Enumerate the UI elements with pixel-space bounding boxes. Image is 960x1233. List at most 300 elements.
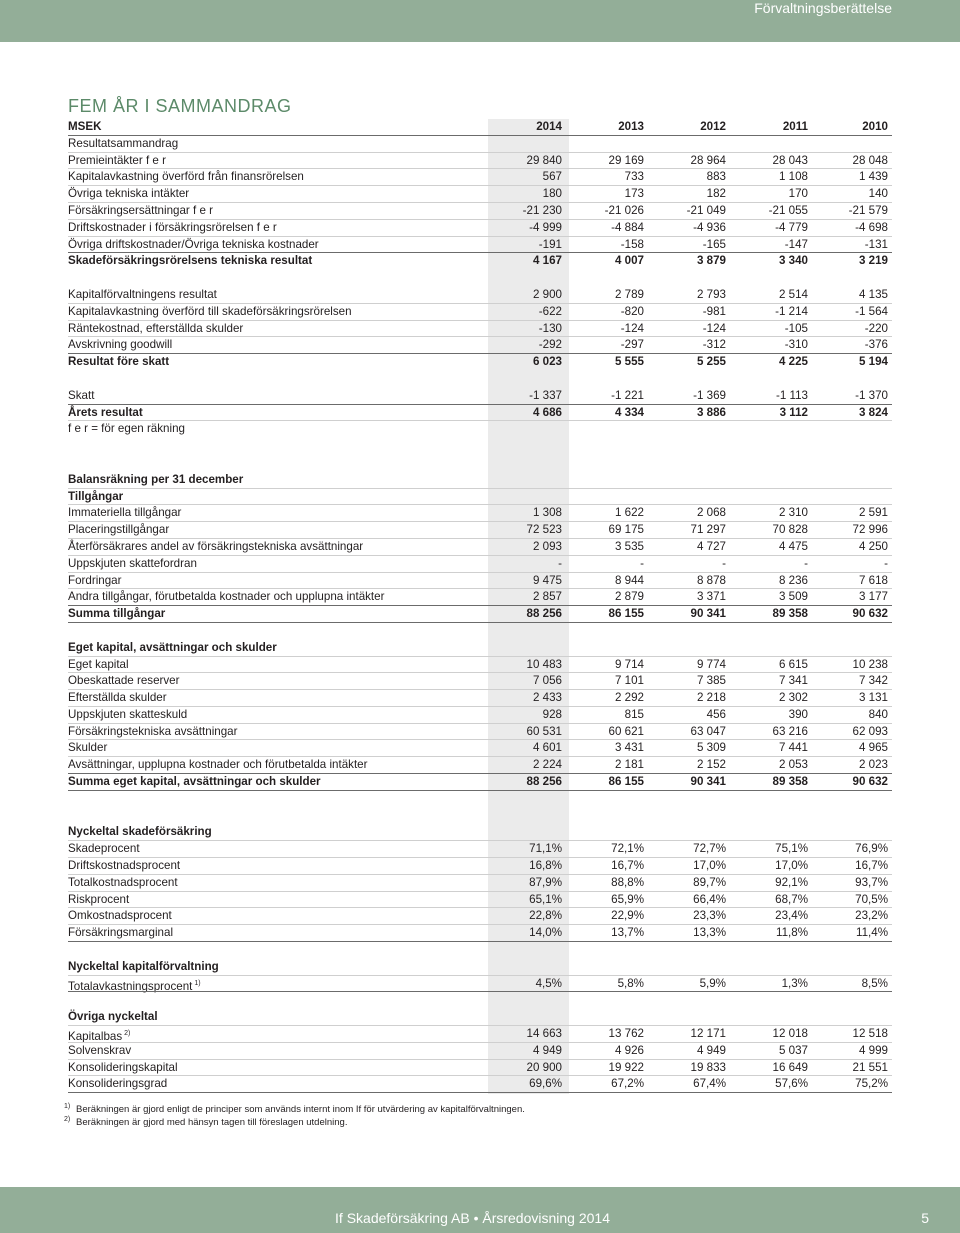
value-cell: 4 475 [778, 539, 808, 553]
value-cell: 4 926 [614, 1043, 644, 1057]
value-cell: -130 [538, 321, 562, 335]
value-cell: 90 632 [852, 775, 888, 789]
row-label-text: Försäkringstekniska avsättningar [68, 724, 238, 738]
value-cell: 170 [788, 187, 808, 201]
table-row [68, 253, 892, 270]
table-row [68, 186, 892, 203]
row-label [68, 690, 167, 707]
table-row [68, 388, 892, 405]
value-cell: 567 [542, 170, 562, 184]
value-cell: -131 [864, 237, 888, 251]
row-label [68, 522, 169, 539]
value-cell: -1 369 [693, 388, 726, 402]
value-cell: 13,7% [611, 926, 644, 940]
row-label-text: Försäkringsmarginal [68, 926, 174, 940]
value-cell: 69 175 [608, 523, 644, 537]
table-row [68, 556, 892, 573]
value-cell: 90 341 [690, 607, 726, 621]
table-row [68, 908, 892, 925]
table-row [68, 640, 892, 657]
row-label [68, 875, 178, 892]
row-label [68, 321, 243, 338]
value-cell: 69,6% [529, 1077, 562, 1091]
row-label-text: Solvenskrav [68, 1043, 132, 1057]
table-row [68, 976, 892, 993]
value-cell: 3 886 [696, 405, 726, 419]
value-cell: 92,1% [775, 875, 808, 889]
value-cell: 66,4% [693, 892, 726, 906]
value-cell: 17,0% [775, 859, 808, 873]
footnote-text: Beräkningen är gjord med hänsyn tagen till föreslagen utdelning. [76, 1117, 348, 1128]
row-label [68, 253, 312, 270]
value-cell: 4,5% [535, 976, 562, 990]
value-cell: - [558, 556, 562, 570]
value-cell: -4 698 [855, 220, 888, 234]
row-label-text: Uppskjuten skattefordran [68, 556, 197, 570]
table-row [68, 489, 892, 506]
value-cell: 60 531 [526, 724, 562, 738]
year-header: 2014 [536, 120, 562, 133]
row-label [68, 169, 304, 186]
table-spacer [68, 942, 892, 959]
value-cell: 4 225 [778, 355, 808, 369]
value-cell: -21 579 [848, 203, 888, 217]
value-cell: 22,8% [529, 909, 562, 923]
row-label-text: Balansräkning per 31 december [68, 472, 244, 486]
value-cell: -21 026 [604, 203, 644, 217]
table-spacer [68, 371, 892, 388]
value-cell: 75,2% [855, 1077, 888, 1091]
value-cell: -297 [620, 338, 644, 352]
value-cell: -21 055 [768, 203, 808, 217]
value-cell: 5 037 [778, 1043, 808, 1057]
page-number: 5 [921, 1210, 929, 1226]
value-cell: 3 177 [858, 590, 888, 604]
table-row [68, 472, 892, 489]
value-cell: 12 518 [852, 1027, 888, 1041]
value-cell: 4 686 [532, 405, 562, 419]
value-cell: 12 018 [772, 1027, 808, 1041]
row-label [68, 657, 129, 674]
row-label-text: Räntekostnad, efterställda skulder [68, 321, 244, 335]
value-cell: 10 483 [526, 657, 562, 671]
value-cell: 12 171 [690, 1027, 726, 1041]
value-cell: 4 135 [858, 287, 888, 301]
table-row [68, 858, 892, 875]
value-cell: 7 056 [532, 674, 562, 688]
row-label [68, 153, 166, 170]
year-header: 2013 [618, 120, 644, 133]
value-cell: -310 [784, 338, 808, 352]
row-label-text: Riskprocent [68, 892, 130, 906]
value-cell: 67,2% [611, 1077, 644, 1091]
value-cell: 28 048 [852, 153, 888, 167]
value-cell: 5 194 [858, 355, 888, 369]
table-row [68, 573, 892, 590]
table-row [68, 707, 892, 724]
row-label-text: Avskrivning goodwill [68, 338, 173, 352]
row-label-text: Fordringar [68, 573, 122, 587]
value-cell: 16,7% [855, 859, 888, 873]
year-header: 2011 [782, 120, 808, 133]
value-cell: 63 047 [690, 724, 726, 738]
row-label-text: Skatt [68, 388, 95, 402]
table-row [68, 153, 892, 170]
table-header-row [68, 119, 892, 136]
page-title: FEM ÅR I SAMMANDRAG [68, 96, 292, 116]
value-cell: 86 155 [608, 607, 644, 621]
row-label [68, 1009, 158, 1026]
value-cell: 10 238 [852, 657, 888, 671]
value-cell: 23,4% [775, 909, 808, 923]
footnote-reference: 1) [194, 979, 201, 987]
value-cell: -4 884 [611, 220, 644, 234]
value-cell: 733 [624, 170, 644, 184]
value-cell: 29 169 [608, 153, 644, 167]
row-label-text: Återförsäkrares andel av försäkringstekniska avsättningar [68, 539, 364, 553]
row-label-text: Konsolideringskapital [68, 1060, 178, 1074]
row-label [68, 606, 165, 623]
value-cell: 2 053 [778, 758, 808, 772]
value-cell: -124 [702, 321, 726, 335]
value-cell: 11,8% [775, 926, 808, 940]
table-row [68, 1009, 892, 1026]
value-cell: 2 023 [858, 758, 888, 772]
row-label [68, 740, 107, 757]
value-cell: 1 308 [532, 506, 562, 520]
row-label-text: Nyckeltal skadeförsäkring [68, 825, 212, 839]
row-label [68, 539, 363, 556]
value-cell: 182 [706, 187, 726, 201]
row-label-text: Eget kapital, avsättningar och skulder [68, 640, 277, 654]
row-label [68, 1060, 178, 1077]
row-label-text: Årets resultat [68, 405, 143, 419]
footnote-mark: 1) [64, 1103, 71, 1110]
value-cell: 1 622 [614, 506, 644, 520]
value-cell: -220 [864, 321, 888, 335]
table-row [68, 724, 892, 741]
table-row [68, 321, 892, 338]
table-row [68, 606, 892, 623]
value-cell: 2 093 [532, 539, 562, 553]
value-cell: 89 358 [772, 775, 808, 789]
value-cell: 4 167 [532, 254, 562, 268]
table-row [68, 925, 892, 942]
row-label [68, 1076, 167, 1093]
row-label-text: Kapitalförvaltningens resultat [68, 287, 217, 301]
value-cell: 2 857 [532, 590, 562, 604]
value-cell: 2 793 [696, 287, 726, 301]
table-row [68, 354, 892, 371]
value-cell: -622 [538, 304, 562, 318]
value-cell: 7 441 [778, 741, 808, 755]
footnotes [64, 1103, 525, 1129]
value-cell: 3 131 [858, 691, 888, 705]
row-label [68, 287, 217, 304]
value-cell: 90 341 [690, 775, 726, 789]
table-row [68, 657, 892, 674]
value-cell: 3 340 [778, 254, 808, 268]
value-cell: 16,7% [611, 859, 644, 873]
row-label-text: Summa eget kapital, avsättningar och skulder [68, 775, 321, 789]
row-label [68, 892, 129, 909]
value-cell: 14,0% [529, 926, 562, 940]
value-cell: 4 601 [532, 741, 562, 755]
table-row [68, 673, 892, 690]
value-cell: 22,9% [611, 909, 644, 923]
table-row [68, 740, 892, 757]
row-label-text: Skadeprocent [68, 842, 140, 856]
value-cell: 60 621 [608, 724, 644, 738]
value-cell: -1 214 [775, 304, 808, 318]
row-label [68, 405, 143, 422]
value-cell: 928 [542, 707, 562, 721]
value-cell: 72,1% [611, 842, 644, 856]
value-cell: 2 218 [696, 691, 726, 705]
table-row [68, 136, 892, 153]
value-cell: 9 475 [532, 573, 562, 587]
row-label-text: Övriga driftskostnader/Övriga tekniska kostnader [68, 237, 319, 251]
row-label [68, 673, 179, 690]
value-cell: 7 342 [858, 674, 888, 688]
footnote [64, 1116, 525, 1129]
row-label [68, 304, 352, 321]
table-row [68, 421, 892, 438]
table-row [68, 757, 892, 774]
row-label-text: f e r = för egen räkning [68, 422, 185, 436]
value-cell: 4 250 [858, 539, 888, 553]
value-cell: 57,6% [775, 1077, 808, 1091]
row-label-text: Immateriella tillgångar [68, 506, 182, 520]
value-cell: 840 [868, 707, 888, 721]
value-cell: 8 944 [614, 573, 644, 587]
value-cell: 62 093 [852, 724, 888, 738]
value-cell: 72 523 [526, 523, 562, 537]
value-cell: -191 [538, 237, 562, 251]
row-label-text: Driftskostnadsprocent [68, 859, 181, 873]
value-cell: 2 068 [696, 506, 726, 520]
row-label-text: Försäkringsersättningar f e r [68, 203, 213, 217]
value-cell: 815 [624, 707, 644, 721]
value-cell: -105 [784, 321, 808, 335]
value-cell: 13,3% [693, 926, 726, 940]
table-spacer [68, 438, 892, 455]
row-label-text: Övriga tekniska intäkter [68, 187, 190, 201]
row-label [68, 186, 189, 203]
table-spacer [68, 455, 892, 472]
value-cell: 2 224 [532, 758, 562, 772]
table-row [68, 589, 892, 606]
value-cell: 1 108 [778, 170, 808, 184]
value-cell: 3 879 [696, 254, 726, 268]
value-cell: 5 555 [614, 355, 644, 369]
table-row [68, 1043, 892, 1060]
value-cell: 456 [706, 707, 726, 721]
row-label [68, 573, 121, 590]
row-label [68, 354, 169, 371]
footnote-mark: 2) [64, 1116, 71, 1123]
row-label [68, 707, 187, 724]
value-cell: 88 256 [526, 607, 562, 621]
value-cell: 14 663 [526, 1027, 562, 1041]
value-cell: 2 302 [778, 691, 808, 705]
value-cell: 11,4% [855, 926, 888, 940]
row-label-text: Obeskattade reserver [68, 674, 180, 688]
table-row [68, 1076, 892, 1093]
value-cell: 3 535 [614, 539, 644, 553]
value-cell: -981 [702, 304, 726, 318]
row-label [68, 774, 321, 791]
row-label-text: Skadeförsäkringsrörelsens tekniska resultat [68, 254, 313, 268]
value-cell: 2 879 [614, 590, 644, 604]
value-cell: 29 840 [526, 153, 562, 167]
value-cell: -124 [620, 321, 644, 335]
row-label-text: Totalavkastningsprocent [68, 979, 193, 993]
value-cell: -312 [702, 338, 726, 352]
row-label [68, 589, 384, 606]
row-label-text: Kapitalavkastning överförd till skadeförsäkringsrörelsen [68, 304, 352, 318]
value-cell: -1 370 [855, 388, 888, 402]
value-cell: 16,8% [529, 859, 562, 873]
row-label-text: Andra tillgångar, förutbetalda kostnader och upplupna intäkter [68, 590, 385, 604]
value-cell: 72,7% [693, 842, 726, 856]
value-cell: 3 371 [696, 590, 726, 604]
value-cell: 87,9% [529, 875, 562, 889]
table-row [68, 824, 892, 841]
row-label [68, 421, 185, 438]
value-cell: 23,2% [855, 909, 888, 923]
row-label [68, 908, 172, 925]
row-label [68, 489, 123, 506]
value-cell: 7 101 [614, 674, 644, 688]
value-cell: 70 828 [772, 523, 808, 537]
value-cell: -1 337 [529, 388, 562, 402]
value-cell: 4 334 [614, 405, 644, 419]
value-cell: 3 509 [778, 590, 808, 604]
value-cell: 70,5% [855, 892, 888, 906]
value-cell: 7 385 [696, 674, 726, 688]
value-cell: -376 [864, 338, 888, 352]
value-cell: 2 591 [858, 506, 888, 520]
value-cell: 86 155 [608, 775, 644, 789]
row-label-text: Konsolideringsgrad [68, 1077, 168, 1091]
row-label-text: Summa tillgångar [68, 607, 166, 621]
row-label [68, 640, 277, 657]
value-cell: 2 789 [614, 287, 644, 301]
row-label [68, 757, 368, 774]
table-row [68, 539, 892, 556]
bottom-banner [0, 1187, 960, 1233]
footnote-text: Beräkningen är gjord enligt de principer som används internt inom If för utvärdering av kapitalförvaltningen. [76, 1104, 525, 1115]
row-label-text: Avsättningar, upplupna kostnader och förutbetalda intäkter [68, 758, 368, 772]
value-cell: 19 922 [608, 1060, 644, 1074]
table-row [68, 1060, 892, 1077]
value-cell: 883 [706, 170, 726, 184]
row-label [68, 556, 197, 573]
value-cell: 93,7% [855, 875, 888, 889]
value-cell: 16 649 [772, 1060, 808, 1074]
value-cell: -21 230 [522, 203, 562, 217]
row-label-text: Omkostnadsprocent [68, 909, 172, 923]
table-row [68, 337, 892, 354]
row-label [68, 505, 181, 522]
value-cell: 4 727 [696, 539, 726, 553]
value-cell: 4 965 [858, 741, 888, 755]
row-label [68, 237, 319, 254]
row-label-text: Kapitalbas [68, 1030, 123, 1044]
value-cell: 20 900 [526, 1060, 562, 1074]
value-cell: -1 113 [775, 388, 808, 402]
value-cell: 3 112 [779, 405, 808, 419]
value-cell: 2 310 [778, 506, 808, 520]
value-cell: 89,7% [693, 875, 726, 889]
value-cell: 7 341 [778, 674, 808, 688]
value-cell: 140 [868, 187, 888, 201]
value-cell: -1 221 [611, 388, 644, 402]
value-cell: 9 714 [614, 657, 644, 671]
value-cell: 67,4% [693, 1077, 726, 1091]
value-cell: 23,3% [693, 909, 726, 923]
table-row [68, 304, 892, 321]
value-cell: 6 615 [778, 657, 808, 671]
value-cell: 2 900 [532, 287, 562, 301]
value-cell: 3 431 [614, 741, 644, 755]
table-spacer [68, 270, 892, 287]
table-spacer [68, 623, 892, 640]
row-label-text: Driftskostnader i försäkringsrörelsen f e r [68, 220, 277, 234]
row-label [68, 388, 94, 405]
value-cell: - [804, 556, 808, 570]
value-cell: 76,9% [855, 842, 888, 856]
currency-label: MSEK [68, 120, 102, 133]
value-cell: 5,9% [699, 976, 726, 990]
row-label-text: Skulder [68, 741, 108, 755]
table-spacer [68, 808, 892, 825]
value-cell: 4 949 [532, 1043, 562, 1057]
value-cell: 88 256 [526, 775, 562, 789]
row-label-text: Kapitalavkastning överförd från finansrörelsen [68, 170, 304, 184]
section-title: Förvaltningsberättelse [754, 0, 892, 16]
value-cell: 28 964 [690, 153, 726, 167]
publication-name: If Skadeförsäkring AB • Årsredovisning 2014 [335, 1210, 610, 1226]
table-row [68, 287, 892, 304]
value-cell: 1,3% [781, 976, 808, 990]
value-cell: 65,1% [529, 892, 562, 906]
row-label-text: Placeringstillgångar [68, 523, 170, 537]
row-label [68, 959, 219, 976]
footnote [64, 1103, 525, 1116]
value-cell: 8 236 [778, 573, 808, 587]
row-label [68, 976, 201, 996]
footnote-reference: 2) [124, 1030, 131, 1038]
value-cell: 65,9% [611, 892, 644, 906]
five-year-summary-table [68, 119, 892, 1093]
value-cell: 72 996 [852, 523, 888, 537]
row-label [68, 1043, 131, 1060]
year-header: 2010 [862, 120, 888, 133]
value-cell: 180 [542, 187, 562, 201]
row-label-text: Nyckeltal kapitalförvaltning [68, 959, 219, 973]
value-cell: 68,7% [775, 892, 808, 906]
table-row [68, 774, 892, 791]
value-cell: -165 [702, 237, 726, 251]
row-label-text: Eget kapital [68, 657, 129, 671]
value-cell: -4 779 [775, 220, 808, 234]
value-cell: - [722, 556, 726, 570]
value-cell: 3 219 [858, 254, 888, 268]
row-label-text: Premieintäkter f e r [68, 153, 166, 167]
table-body [68, 136, 892, 1093]
